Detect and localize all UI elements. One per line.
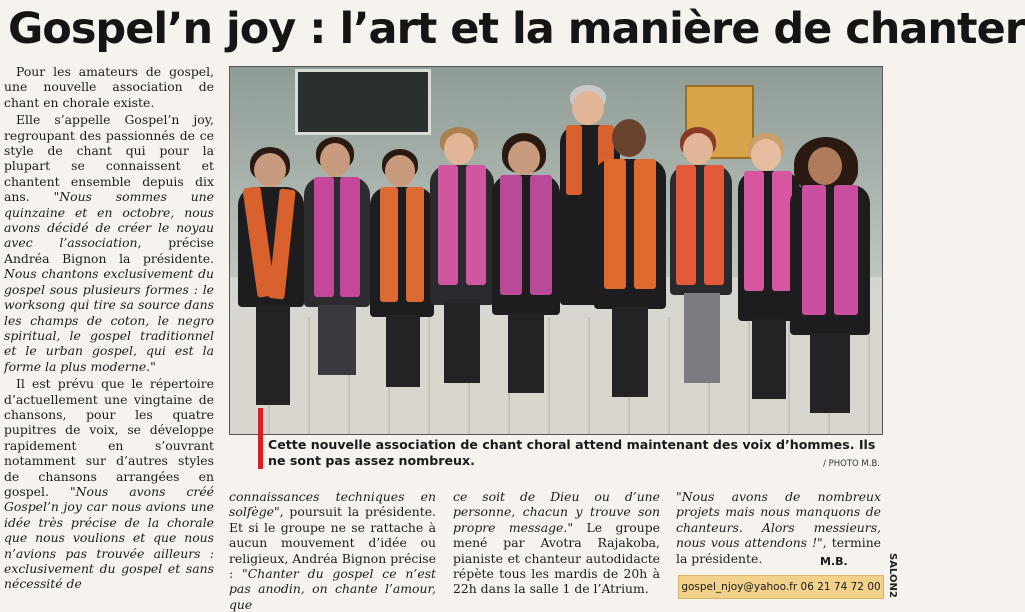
article-column-2 (229, 489, 436, 612)
photo-window (295, 69, 431, 135)
article-headline: Gospel’n joy : l’art et la manière de chanter (8, 4, 1025, 54)
text-run: , termine la présidente. (676, 535, 882, 566)
article-column-1 (4, 64, 214, 604)
quote-run: connaissances techniques en solfège" (229, 489, 436, 520)
paragraph-repertoire (4, 376, 214, 592)
contact-box: gospel_njoy@yahoo.fr 06 21 74 72 00 (678, 575, 884, 599)
text-run: , poursuit la présidente. Et si le groupe ne se rattache à aucun mouvement d’idée ou religieux, Andréa Bignon précise : (229, 504, 436, 582)
quote-run: "Chanter du gospel ce n’est pas anodin, on chante l’amour, que (229, 566, 436, 612)
author-signature: M.B. (820, 555, 848, 568)
text-run: Le groupe mené par Avotra Rajakoba, pianiste et chanteur autodidacte répète tous les mardis de 20h à 22h dans la salle 1 de l’Atrium. (453, 519, 661, 597)
photo-caption: Cette nouvelle association de chant choral attend maintenant des voix d’hommes. Ils ne sont pas assez nombreux. (268, 437, 876, 468)
caption-accent-bar (258, 408, 263, 469)
article-column-3 (453, 489, 660, 607)
paragraph-closing (676, 489, 881, 566)
photo-credit: / PHOTO M.B. (823, 459, 880, 469)
quote-run: Nous chantons exclusivement du gospel sous plusieurs formes : le worksong qui tire sa source dans les champs de coton, le negro spiritual, le gospel traditionnel et le urban gospel, qui est la forme la plus moderne." (4, 266, 214, 374)
quote-run: "Nous sommes une quinzaine et en octobre, nous avons décidé de créer le noyau avec l’association (4, 189, 214, 251)
paragraph-continuation (229, 489, 436, 612)
paragraph-intro: Pour les amateurs de gospel, une nouvelle association de chant en chorale existe. (4, 64, 214, 110)
quote-run: "Nous avons créé Gospel’n joy car nous avions une idée très précise de la chorale que nous voulions et que nous n’avions pas trouvée ailleurs : exclusivement du gospel et sans nécessité de (4, 483, 215, 592)
quote-run: "Nous avons de nombreux projets mais nous manquons de chanteurs. Alors messieurs, nous vous attendons !" (676, 489, 881, 551)
paragraph-continuation (453, 489, 660, 597)
choir-photo (229, 66, 883, 435)
section-side-label: SALON2 (887, 552, 898, 598)
quote-run: ce soit de Dieu ou d’une personne, chacun y trouve son propre message." (453, 489, 660, 535)
article-column-4 (676, 489, 881, 567)
text-run: Elle s’appelle Gospel’n joy, regroupant des passionnés de ce style de chant qui pour la plupart se connaissent et chantent ensemble depuis dix ans. (4, 112, 214, 205)
text-run: Il est prévu que le répertoire d’actuellement une vingtaine de chansons, pour les quatre pupitres de voix, se développe rapidement en s’ouvrant notamment sur d’autres styles de chansons arrangées en gospel. (4, 376, 214, 499)
text-run: , précise Andréa Bignon la présidente. (4, 235, 214, 266)
paragraph-association (4, 112, 214, 374)
